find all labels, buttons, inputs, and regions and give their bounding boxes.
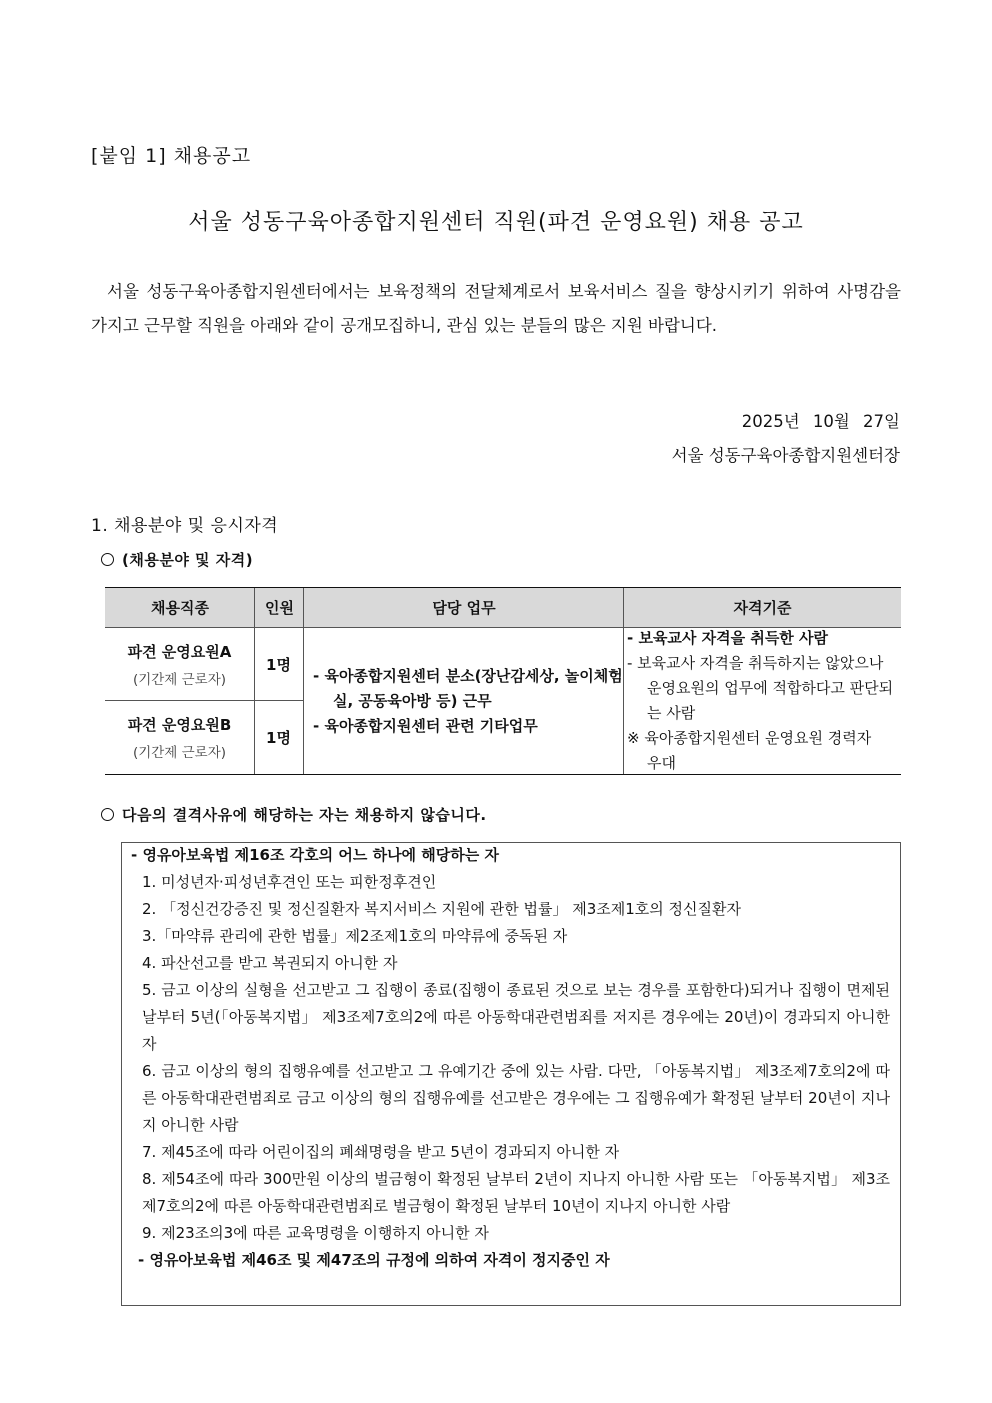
disqualify-item: 9. 제23조의3에 따른 교육명령을 이행하지 아니한 자 <box>142 1224 489 1242</box>
role-type: (기간제 근로자) <box>132 671 227 688</box>
subheading-table <box>101 549 253 570</box>
intro-paragraph: 서울 성동구육아종합지원센터에서는 보육정책의 전달체계로서 보육서비스 질을 향상시키기 위하여 사명감을 가지고 근무할 직원을 아래와 같이 공개모집하니, 관심 있는 분들의 많은 지원 바랍니다. <box>91 282 901 335</box>
subheading-table-text: (채용분야 및 자격) <box>122 551 254 569</box>
disqualify-item: 3.「마약류 관리에 관한 법률」제2조제1호의 마약류에 중독된 자 <box>142 927 568 945</box>
role-name: 파견 운영요원A <box>127 642 232 661</box>
table-header-qualifications: 자격기준 <box>624 588 901 628</box>
qualification-item: - 보육교사 자격을 취득하지는 않았으나 운영요원의 업무에 적합하다고 판단되는 사람 <box>627 654 894 722</box>
disqualify-footer: - 영유아보육법 제46조 및 제47조의 규정에 의하여 자격이 정지중인 자 <box>138 1251 610 1269</box>
qualifications-cell <box>627 626 897 776</box>
page-title: 서울 성동구육아종합지원센터 직원(파견 운영요원) 채용 공고 <box>188 210 804 235</box>
attachment-label: [붙임 1] 채용공고 <box>91 145 252 167</box>
section-1-title: 1. 채용분야 및 응시자격 <box>91 516 279 536</box>
disqualify-item: 2. 「정신건강증진 및 정신질환자 복지서비스 지원에 관한 법률」 제3조제1호의 정신질환자 <box>142 900 741 918</box>
disqualify-item: 6. 금고 이상의 형의 집행유예를 선고받고 그 유예기간 중에 있는 사람. 다만, 「아동복지법」 제3조제7호의2에 따른 아동학대관련범죄로 금고 이상의 형의 집행유예를 선고받은 경우에는 그 집행유예가 확정된 날부터 20년이 지나지 아니한 사람 <box>142 1062 890 1134</box>
count-value: 1명 <box>266 655 291 674</box>
disqualify-item: 7. 제45조에 따라 어린이집의 폐쇄명령을 받고 5년이 경과되지 아니한 자 <box>142 1143 620 1161</box>
disqualify-item: 1. 미성년자·피성년후견인 또는 피한정후견인 <box>142 873 437 891</box>
count-value: 1명 <box>266 729 291 747</box>
qualification-item: - 보육교사 자격을 취득한 사람 <box>627 629 828 647</box>
table-row-role-a <box>105 628 254 700</box>
table-divider <box>303 588 304 774</box>
disqualify-header: - 영유아보육법 제16조 각호의 어느 하나에 해당하는 자 <box>131 846 499 864</box>
circle-bullet-icon <box>101 553 114 566</box>
subheading-disqualify-text: 다음의 결격사유에 해당하는 자는 채용하지 않습니다. <box>122 806 487 824</box>
table-cell-count-b <box>254 701 303 774</box>
table-header-count: 인원 <box>255 588 304 628</box>
role-type: (기간제 근로자) <box>132 745 227 761</box>
circle-bullet-icon <box>101 808 114 821</box>
subheading-disqualify <box>101 804 487 825</box>
duty-item: - 육아종합지원센터 관련 기타업무 <box>313 717 538 735</box>
duty-item: - 육아종합지원센터 분소(장난감세상, 놀이체험실, 공동육아방 등) 근무 <box>313 667 623 710</box>
role-name: 파견 운영요원B <box>127 716 232 734</box>
disqualify-item: 5. 금고 이상의 실형을 선고받고 그 집행이 종료(집행이 종료된 것으로 보는 경우를 포함한다)되거나 집행이 면제된 날부터 5년(「아동복지법」 제3조제7호의2에 따른 아동학대관련범죄를 저지른 경우에는 20년)이 경과되지 아니한 자 <box>142 981 890 1053</box>
table-cell-count-a <box>254 628 303 700</box>
disqualify-item: 4. 파산선고를 받고 복권되지 아니한 자 <box>142 954 398 972</box>
disqualification-box <box>121 842 901 1306</box>
announcement-date: 2025년 10월 27일 <box>741 412 900 431</box>
signer: 서울 성동구육아종합지원센터장 <box>671 446 900 465</box>
duties-cell <box>313 664 623 739</box>
table-header-duties: 담당 업무 <box>304 588 624 628</box>
table-divider <box>623 588 624 774</box>
table-header-role: 채용직종 <box>105 588 255 628</box>
qualification-note: ※ 육아종합지원센터 운영요원 경력자 우대 <box>627 729 872 772</box>
disqualify-item: 8. 제54조에 따라 300만원 이상의 벌금형이 확정된 날부터 2년이 지나지 아니한 사람 또는 「아동복지법」 제3조제7호의2에 따른 아동학대관련범죄로 벌금형이 확정된 날부터 10년이 지나지 아니한 사람 <box>142 1170 890 1215</box>
recruitment-table <box>105 587 901 775</box>
table-row-role-b <box>105 701 254 774</box>
